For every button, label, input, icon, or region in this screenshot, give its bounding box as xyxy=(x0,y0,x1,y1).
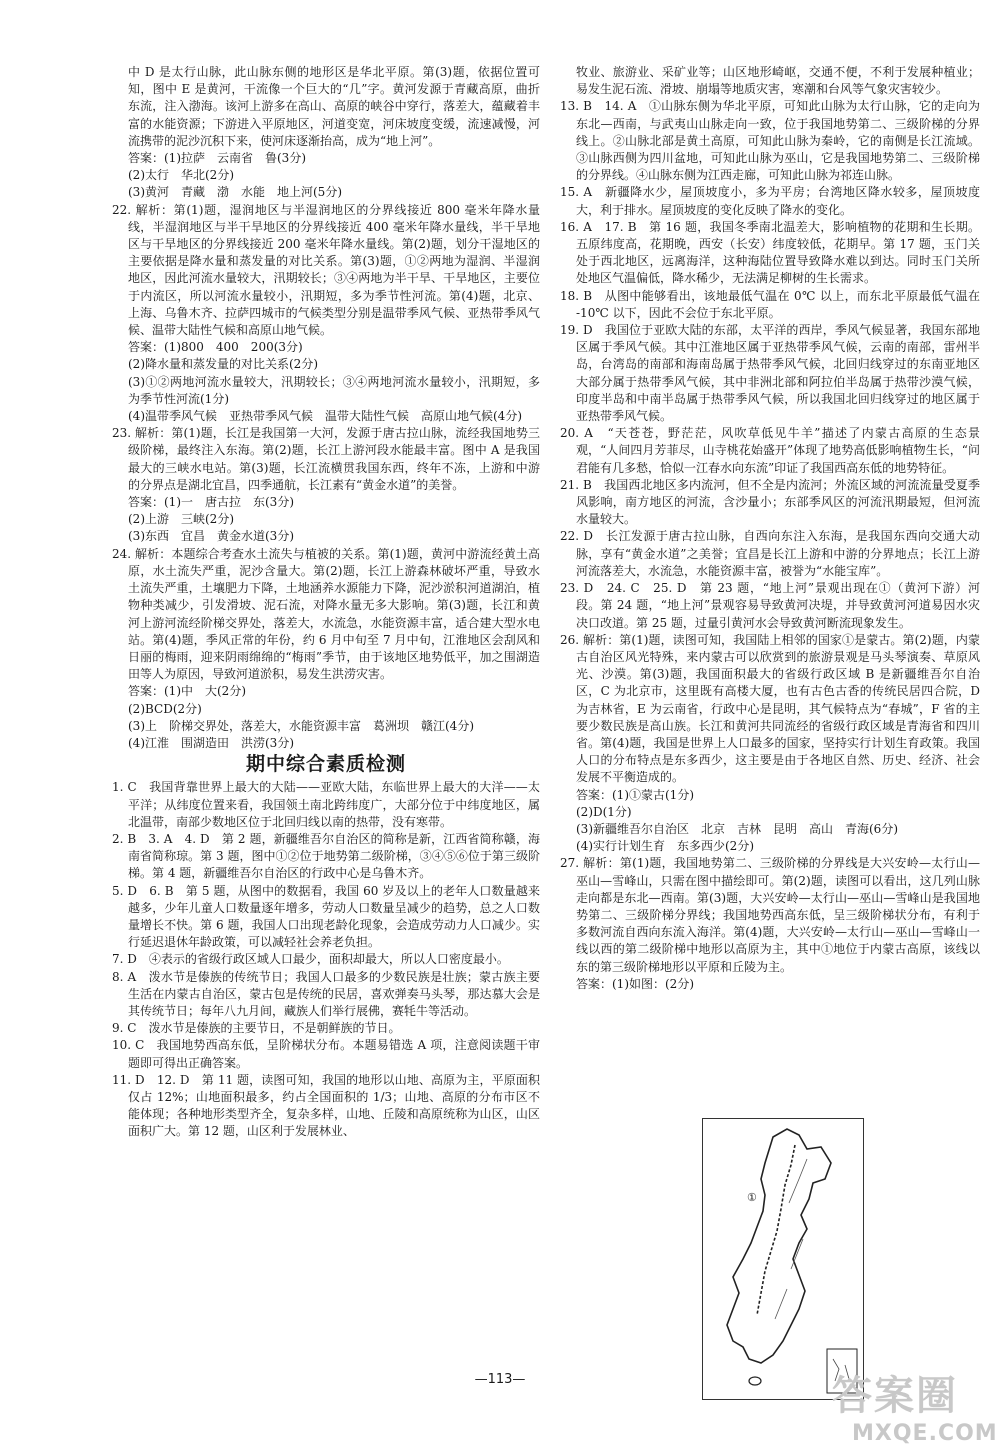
answer-paragraph: (2)D(1分) xyxy=(576,804,632,819)
answer-paragraph: (3)新疆维吾尔自治区 北京 吉林 昆明 高山 青海(6分) xyxy=(576,821,898,836)
answer-paragraph: 答案：(1)一 唐古拉 东(3分) xyxy=(128,495,294,510)
china-map-outline xyxy=(703,1119,863,1399)
answer-paragraph: (3)黄河 青藏 渤 水能 地上河(5分) xyxy=(128,185,342,200)
right-column xyxy=(560,64,980,993)
answer-paragraph: (2)降水量和蒸发量的对比关系(2分) xyxy=(128,357,318,372)
answer-paragraph: 22. 解析：第(1)题，湿润地区与半湿润地区的分界线接近 800 毫米年降水量线，半湿润地区与半干旱地区的分界线接近 400 毫米年降水量线，半干旱地区与干旱地区的分界线接近 200 毫米年降水量线。第(2)题，划分干湿地区的主要依据是降水量和蒸发量的对比关系。第(3)题，①②两地为湿润、半湿润地区，因此河流水量较大，汛期较长；③④两地为半干旱、干旱地区，主要位于内流区，所以河流水量较小，汛期短，多为季节性河流。第(4)题，北京、上海、乌鲁木齐、拉萨四城市的气候类型分别是温带季风气候、亚热带季风气候、温带大陆性气候和高原山地气候。 xyxy=(112,202,540,338)
answer-paragraph: (3)东西 宜昌 黄金水道(3分) xyxy=(128,529,294,544)
left-answer-block xyxy=(112,64,540,752)
answer-paragraph: 8. A 泼水节是傣族的传统节日；我国人口最多的少数民族是壮族；蒙古族主要生活在内蒙古自治区，蒙古包是传统的民居，喜欢弹奏马头琴，那达慕大会是其传统节日；每年八九月间，藏族人们举行展佛，赛牦牛等活动。 xyxy=(112,969,540,1018)
answer-paragraph: (4)实行计划生育 东多西少(2分) xyxy=(576,839,754,854)
map-marker-label: ① xyxy=(747,1191,757,1204)
answer-paragraph: 7. D ④表示的省级行政区域人口最少，面积却最大，所以人口密度最小。 xyxy=(112,952,509,967)
answer-paragraph: 22. D 长江发源于唐古拉山脉，自西向东注入东海，是我国东西向交通大动脉，享有“黄金水道”之美誉；宜昌是长江上游和中游的分界地点；长江上游河流落差大，水流急，水能资源丰富，被誉为“水能宝库”。 xyxy=(560,529,980,578)
answer-paragraph: 21. B 我国西北地区多内流河，但不全是内流河；外流区域的河流流量受夏季风影响，南方地区的河流，含沙量小；东部季风区的河流汛期最短，但河流水量较大。 xyxy=(560,477,980,527)
answer-paragraph: 5. D 6. B 第 5 题，从图中的数据看，我国 60 岁及以上的老年人口数量越来越多，少年儿童人口数量逐年增多，劳动人口数量呈减少的趋势，总之人口数量增长不快。第 6 题，我国人口出现老龄化现象，会造成劳动力人口减少。实行延迟退休年龄政策，可以减轻社会养老负担。 xyxy=(112,883,540,950)
answer-paragraph: 26. 解析：第(1)题，读图可知，我国陆上相邻的国家①是蒙古。第(2)题，内蒙古自治区风光特殊，来内蒙古可以欣赏到的旅游景观是马头琴演奏、草原风光、沙漠。第(3)题，我国面积最大的省级行政区域 B 是新疆维吾尔自治区，C 为北京市，这里既有高楼大厦，也有古色古香的传统民居四合院，D 为吉林省，E 为云南省，行政中心是昆明，其气候特点为“春城”，F 省的主要少数民族是高山族。长江和黄河共同流经的省级行政区域是青海省和四川省。第(4)题，我国是世界上人口最多的国家，坚持实行计划生育政策。我国人口的分布特点是东多西少，这主要是由于各地区自然、历史、经济、社会发展不平衡造成的。 xyxy=(560,632,980,785)
answer-paragraph: 牧业、旅游业、采矿业等；山区地形崎岖，交通不便，不利于发展种植业；易发生泥石流、滑坡、崩塌等地质灾害，寒潮和台风等气象灾害较少。 xyxy=(576,65,980,97)
left-answer-block-2 xyxy=(112,779,540,1140)
answer-paragraph: 答案：(1)800 400 200(3分) xyxy=(128,340,303,355)
watermark-url: MXQE.COM xyxy=(852,1421,998,1446)
answer-paragraph: 1. C 我国背靠世界上最大的大陆——亚欧大陆，东临世界上最大的大洋——太平洋；从纬度位置来看，我国领土南北跨纬度广，大部分位于中纬度地区，属北温带，南部少数地区位于北回归线以南的热带，没有寒带。 xyxy=(112,780,540,829)
answer-paragraph: 答案：(1)如图：(2分) xyxy=(576,976,694,991)
answer-paragraph: 答案：(1)①蒙古(1分) xyxy=(576,787,694,802)
answer-paragraph: 16. A 17. B 第 16 题，我国冬季南北温差大，影响植物的花期和生长期。五原纬度高，花期晚，西安（长安）纬度较低，花期早。第 17 题，玉门关处于西北地区，远离海洋，这种海陆位置导致降水难以到达。同时玉门关所处地区气温偏低，降水稀少，无法满足柳树的生长需求。 xyxy=(560,219,980,286)
answer-paragraph: 23. 解析：第(1)题，长江是我国第一大河，发源于唐古拉山脉，流经我国地势三级阶梯，最终注入东海。第(2)题，长江上游河段水能最丰富。图中 A 是我国最大的三峡水电站。第(3)题，长江流横贯我国东西，终年不冻，上游和中游的分界点是湖北宜昌，四季通航，长江素有“黄金水道”的美誉。 xyxy=(112,426,540,492)
answer-paragraph: (3)上 阶梯交界处，落差大，水能资源丰富 葛洲坝 赣江(4分) xyxy=(128,718,474,733)
answer-paragraph: 19. D 我国位于亚欧大陆的东部，太平洋的西岸，季风气候显著，我国东部地区属于季风气候。其中江淮地区属于亚热带季风气候，云南的南部，雷州半岛，台湾岛的南部和海南岛属于热带季风气候，北回归线穿过的东南亚地区大部分属于热带季风气候，其中非洲北部和阿拉伯半岛属于热带沙漠气候，印度半岛和中南半岛属于热带季风气候，所以我国北回归线穿过的地区属于亚热带季风气候。 xyxy=(560,323,980,424)
right-answer-block xyxy=(560,64,980,993)
answer-paragraph: 中 D 是太行山脉，此山脉东侧的地形区是华北平原。第(3)题，依据位置可知，图中 E 是黄河，干流像一个巨大的“几”字。黄河发源于青藏高原，曲折东流，注入渤海。该河上游多在高山、高原的峡谷中穿行，落差大，蕴藏着丰富的水能资源；下游进入平原地区，河道变宽，河床坡度变缓，流速减慢，河流携带的泥沙沉积下来，使河床逐渐抬高，成为“地上河”。 xyxy=(128,65,540,148)
answer-paragraph: 20. A “天苍苍，野茫茫，风吹草低见牛羊”描述了内蒙古高原的生态景观，“人间四月芳菲尽，山寺桃花始盛开”体现了地势高低影响植物生长，“问君能有几多愁，恰似一江春水向东流”印证了我国西高东低的地势特征。 xyxy=(560,426,980,475)
answer-paragraph: (2)BCD(2分) xyxy=(128,701,202,716)
watermark-title: 答案圈 xyxy=(832,1373,958,1419)
answer-paragraph: 13. B 14. A ①山脉东侧为华北平原，可知此山脉为太行山脉，它的走向为东北—西南，与武夷山山脉走向一致，位于我国地势第二、三级阶梯的分界线上。②山脉北部是黄土高原，可知此山脉为秦岭，它的南侧是长江流域。③山脉西侧为四川盆地，可知此山脉为巫山，它是我国地势第二、三级阶梯的分界线。④山脉东侧为江西走廊，可知此山脉为祁连山脉。 xyxy=(560,99,980,183)
answer-paragraph: 18. B 从图中能够看出，该地最低气温在 0℃ 以上，而东北平原最低气温在 -10℃ 以下，因此不会位于东北平原。 xyxy=(560,288,980,320)
answer-paragraph: 答案：(1)中 大(2分) xyxy=(128,684,246,699)
answer-paragraph: 15. A 新疆降水少，屋顶坡度小，多为平房；台湾地区降水较多，屋顶坡度大，利于排水。屋顶坡度的变化反映了降水的变化。 xyxy=(560,185,980,217)
answer-paragraph: 27. 解析：第(1)题，我国地势第二、三级阶梯的分界线是大兴安岭—太行山—巫山—雪峰山，只需在图中描绘即可。第(2)题，读图可以看出，这几列山脉走向都是东北—西南。第(3)题，大兴安岭—太行山—巫山—雪峰山是我国地势第二、三级阶梯分界线；我国地势西高东低，呈三级阶梯状分布，有利于多数河流自西向东流入海洋。第(4)题，大兴安岭—太行山—巫山—雪峰山一线以西的第二级阶梯中地形以高原为主，其中①地位于内蒙古高原，该线以东的第三级阶梯地形以平原和丘陵为主。 xyxy=(560,856,980,974)
site-watermark xyxy=(822,1364,998,1446)
page-number: —113— xyxy=(474,1372,526,1387)
answer-paragraph: 2. B 3. A 4. D 第 2 题，新疆维吾尔自治区的简称是新，江西省简称赣，海南省简称琼。第 3 题，图中①②位于地势第二级阶梯，③④⑤⑥位于第三级阶梯。第 4 题，新疆维吾尔自治区的行政中心是乌鲁木齐。 xyxy=(112,831,540,881)
answer-paragraph: 24. 解析：本题综合考查水土流失与植被的关系。第(1)题，黄河中游流经黄土高原，水土流失严重，泥沙含量大。第(2)题，长江上游森林破坏严重，导致水土流失严重，土壤肥力下降，土地涵养水源能力下降，泥沙淤积河道湖泊，植物种类减少，引发滑坡、泥石流，对降水量无多大影响。第(3)题，长江和黄河上游河流经阶梯交界处，落差大，水流急，水能资源丰富，适合建大型水电站。第(4)题，季风正常的年份，约 6 月中旬至 7 月中旬，江淮地区会刮风和日丽的梅雨，迎来阴雨绵绵的“梅雨”季节，由于该地区地势低平，加之围湖造田等人为原因，导致河道淤积，易发生洪涝灾害。 xyxy=(112,546,540,682)
answer-paragraph: 11. D 12. D 第 11 题，读图可知，我国的地形以山地、高原为主，平原面积仅占 12%；山地面积最多，约占全国面积的 1/3；山地、高原的分布市区不能体现；各种地形类型齐全，复杂多样，山地、丘陵和高原统称为山区，山区面积广大。第 12 题，山区利于发展林业、 xyxy=(112,1072,540,1139)
answer-paragraph: (3)①②两地河流水量较大，汛期较长；③④两地河流水量较小，汛期短，多为季节性河流(1分) xyxy=(128,374,540,406)
answer-paragraph: 10. C 我国地势西高东低，呈阶梯状分布。本题易错选 A 项，注意阅读题干审题即可得出正确答案。 xyxy=(112,1038,540,1070)
section-title: 期中综合素质检测 xyxy=(245,753,406,776)
answer-paragraph: (2)上游 三峡(2分) xyxy=(128,512,234,527)
answer-paragraph: 23. D 24. C 25. D 第 23 题，“地上河”景观出现在①（黄河下游）河段。第 24 题，“地上河”景观容易导致黄河决堤，并导致黄河河道易因水灾决口改道。第 25 题，过量引黄河水会导致黄河断流现象发生。 xyxy=(560,581,980,630)
answer-paragraph: 答案：(1)拉萨 云南省 鲁(3分) xyxy=(128,151,306,166)
answer-paragraph: (2)太行 华北(2分) xyxy=(128,168,234,183)
answer-paragraph: (4)江淮 围湖造田 洪涝(3分) xyxy=(128,735,294,750)
answer-paragraph: 9. C 泼水节是傣族的主要节日，不是朝鲜族的节日。 xyxy=(112,1021,401,1036)
left-column xyxy=(112,64,540,1141)
china-map-figure xyxy=(702,1118,864,1400)
answer-paragraph: (4)温带季风气候 亚热带季风气候 温带大陆性气候 高原山地气候(4分) xyxy=(128,409,522,424)
